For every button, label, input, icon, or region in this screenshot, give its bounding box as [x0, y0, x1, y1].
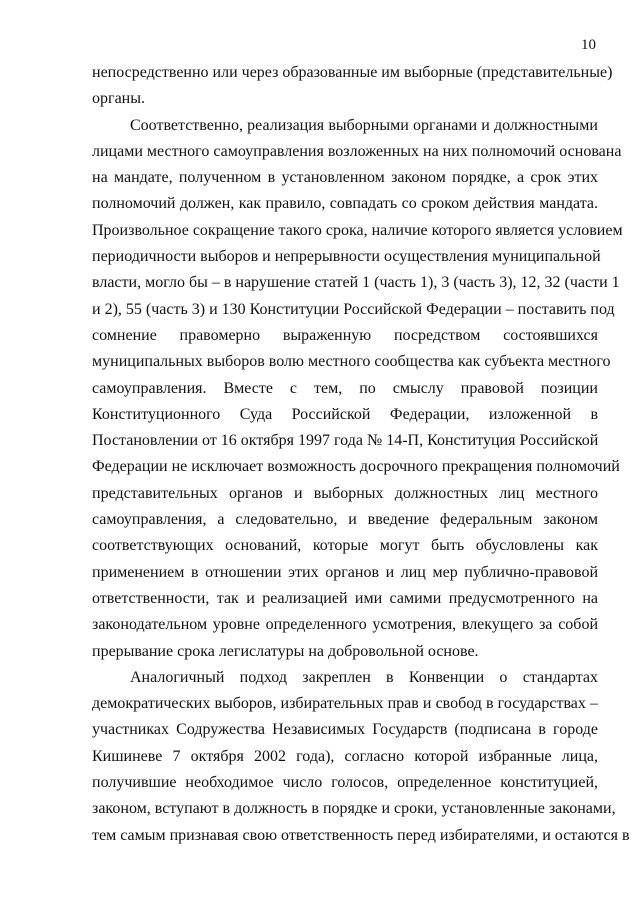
text-line: полномочий должен, как правило, совпадать со сроком действия мандата. — [92, 195, 598, 213]
text-line: самоуправления. Вместе с тем, по смыслу правовой позиции — [92, 379, 598, 397]
text-line: тем самым признавая свою ответственность перед избирателями, и остаются в — [92, 826, 630, 844]
text-line: органы. — [92, 90, 145, 108]
text-line: получившие необходимое число голосов, определенное конституцией, — [92, 774, 598, 792]
paragraph — [92, 665, 630, 849]
text-line: ответственности, так и реализацией ими самими предусмотренного на — [92, 589, 598, 607]
text-line: самоуправления, а следовательно, и введение федеральным законом — [92, 511, 598, 529]
text-line: сомнение правомерно выраженную посредством состоявшихся — [92, 326, 598, 344]
text-line: Конституционного Суда Российской Федерации, изложенной в — [92, 405, 598, 423]
text-line: Постановлении от 16 октября 1997 года № 14-П, Конституция Российской — [92, 432, 599, 450]
text-line: законом, вступают в должность в порядке и сроки, установленные законами, — [92, 800, 616, 818]
text-line: периодичности выборов и непрерывности осуществления муниципальной — [92, 248, 601, 266]
text-line: Соответственно, реализация выборными органами и должностными — [130, 116, 598, 134]
text-line: применением в отношении этих органов и лиц мер публично-правовой — [92, 563, 598, 581]
document-body — [92, 60, 630, 849]
text-line: на мандате, полученном в установленном законом порядке, а срок этих — [92, 169, 598, 187]
text-line: соответствующих оснований, которые могут быть обусловлены как — [92, 537, 598, 555]
text-line: власти, могло бы – в нарушение статей 1 (часть 1), 3 (часть 3), 12, 32 (части 1 — [92, 274, 620, 292]
text-line: Произвольное сокращение такого срока, наличие которого является условием — [92, 221, 623, 239]
text-line: и 2), 55 (часть 3) и 130 Конституции Российской Федерации – поставить под — [92, 300, 615, 318]
paragraph — [92, 113, 623, 665]
text-line: непосредственно или через образованные им выборные (представительные) — [92, 64, 613, 81]
text-line: лицами местного самоуправления возложенных на них полномочий основана — [92, 142, 622, 160]
text-line: представительных органов и выборных должностных лиц местного — [92, 484, 598, 502]
text-line: Аналогичный подход закреплен в Конвенции о стандартах — [130, 668, 598, 686]
text-line: участниках Содружества Независимых Государств (подписана в городе — [92, 721, 598, 739]
text-line: Федерации не исключает возможность досрочного прекращения полномочий — [92, 458, 620, 476]
text-line: муниципальных выборов волю местного сообщества как субъекта местного — [92, 353, 611, 371]
text-line: законодательном уровне определенного усмотрения, влекущего за собой — [92, 616, 598, 634]
text-line: Кишиневе 7 октября 2002 года), согласно которой избранные лица, — [92, 747, 598, 765]
paragraph — [92, 60, 613, 113]
text-line: прерывание срока легислатуры на добровольной основе. — [92, 642, 479, 660]
text-line: демократических выборов, избирательных прав и свобод в государствах – — [92, 695, 598, 713]
page-number: 10 — [581, 37, 596, 53]
